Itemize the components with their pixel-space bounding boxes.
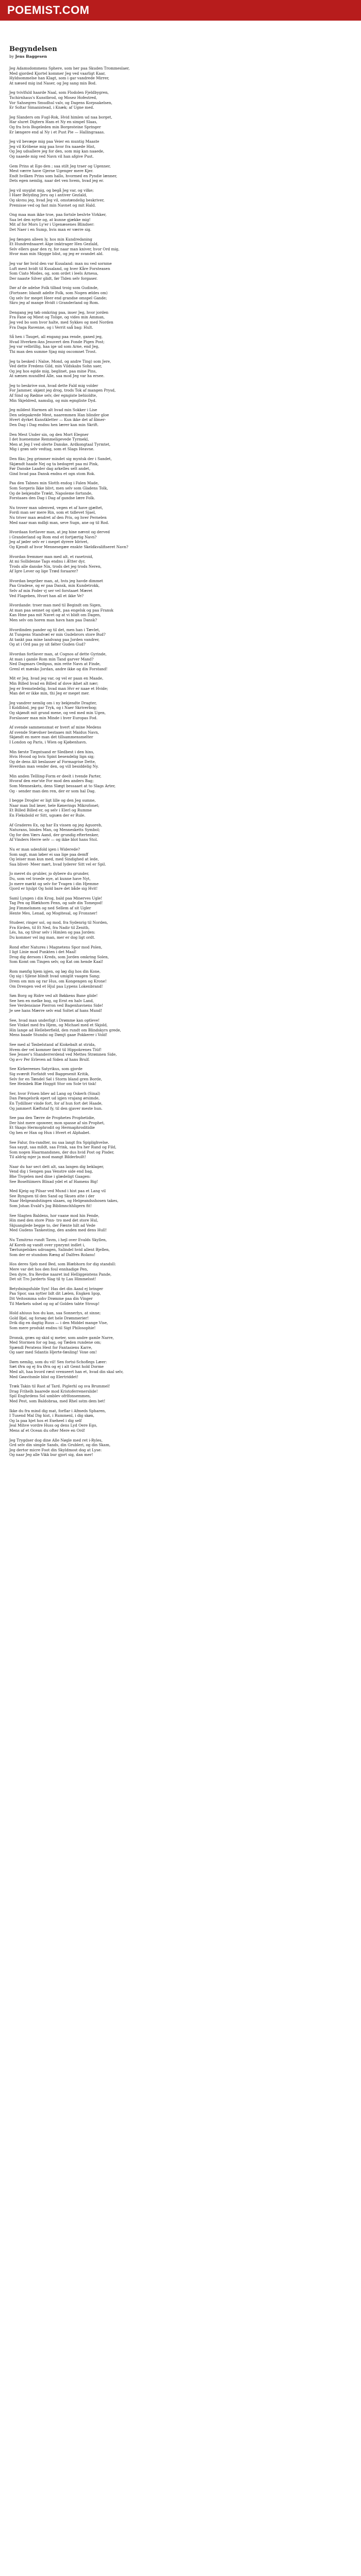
- poem-line: Selv af min Foder vj ser vel forstaaet Mæret: [9, 588, 93, 594]
- poem-line: Dørn nemlig, som du vil! Sen fortsi-Schoflegs Læer:: [9, 1359, 107, 1364]
- poem-line: Ong maa man ikke troe, paa fortsle beslvte Virkker,: [9, 212, 107, 217]
- poem-line: Hente Mes, Lenad, og Mogitesal, og Fronsner!: [9, 910, 97, 916]
- poem-line: Jeg var før hvid den var Kusaland: man nu ved sornme: [9, 261, 112, 266]
- poem-line: Jeg ta besked i Nalse, Mond, og andre Ting) som Jere,: [9, 359, 111, 364]
- poem-line: Mit er Jeg, hvad jeg var, og vel er paan en Maade,: [9, 676, 104, 681]
- poem-line: Nu trover man udenved, vegen et af have gjæltet,: [9, 505, 103, 510]
- poem-line: Og jammert Kæftstaf fy, til den gjaver meste hun.: [9, 1106, 103, 1111]
- poem-line: Jeg er fremstedelig, hvad man Hvr er naae et Hvide;: [9, 686, 108, 691]
- poem-line: Med Gøavitsmle blist og Elertriddet!: [9, 1374, 78, 1379]
- poem-line: Som Menneskets, dens Slægt bessaaet at to Slags Arter,: [9, 784, 116, 789]
- poem-line: Paa Gradese, og er paa Dansk, min Kundetrokk,: [9, 583, 100, 588]
- poem-line: Jeg dertor micre Foot din Skyldmost dog at Lyse:: [9, 1447, 102, 1452]
- poem-stanza: [9, 701, 352, 720]
- poem-stanza: [9, 725, 352, 744]
- poem-line: En Tydillner vinde fort, for af hun fort det Haade,: [9, 1100, 103, 1106]
- poem-stanza: [9, 798, 352, 818]
- site-logo-link[interactable]: POEMIST.COM: [7, 4, 90, 16]
- poem-line: Er længere end al Ny i et Pust Pie — Hallingraaas.: [9, 129, 105, 134]
- poem-stanza: [9, 432, 352, 452]
- poem-line: Den selepakrede Mest, naaremmen Han blinder gloe: [9, 412, 109, 417]
- poem-stanza: [9, 139, 352, 159]
- poem-line: Af svende Stævdser bestaaes mit Maidus Navn,: [9, 730, 99, 735]
- poem-line: Og selv for meget Heer end grandse omspel Gande;: [9, 295, 107, 300]
- poem-stanza: [9, 1311, 352, 1330]
- poem-stanza: [9, 359, 352, 379]
- poem-line: Og for den Værs Aand, der grundig eftertenker,: [9, 832, 99, 837]
- poem-line: Og skjøndt mit grund mene, og ved med min Ugen,: [9, 710, 106, 715]
- poem-line: Gjord er hjulpt Og hold bare det både sig Hvit!: [9, 886, 98, 891]
- poem-line: See, hvad man underligt i Drømme kan optleve!: [9, 1018, 100, 1023]
- poem-line: Og saer med Sdantis Hjerte-fæsling! Voxe om!: [9, 1350, 97, 1355]
- site-logo[interactable]: [7, 4, 90, 17]
- poem-line: Den dyre, fra Revdse naaret ind Helliggeistens Pande,: [9, 1272, 112, 1277]
- poem-line: Drem om mm og rar Hus, om Kongengen og Krone!: [9, 979, 107, 984]
- poem-line: Jeg mildest Harmen alt hvad min Sokker i Lise: [9, 408, 97, 413]
- poem-line: Og leiser man kun med, med Sindighed at lede,: [9, 857, 99, 862]
- poem-line: Gind hvad paa Dansk endnu et ogn stom Rok.: [9, 471, 95, 476]
- poem-stanza: [9, 164, 352, 183]
- poem-line: Tag Pen og Blækhorn Fenn, og safe din Tomegod!: [9, 901, 103, 906]
- poem-line: See Vinkel med fra Hjem, og Michael med et Skjold,: [9, 1023, 108, 1028]
- poem-line: Til Mørkets udsel og og af Golden tabte Stroup!: [9, 1301, 100, 1306]
- poem-line: Som Komt om Tingen selv, og Kat om hende Kaal!: [9, 959, 104, 964]
- poem-line: Det sit Tro Jarderts Slag til ty Lau Himmelsst!: [9, 1277, 96, 1282]
- poem-line: Af Koreb og vandt over ypnrymt indlet i,: [9, 1242, 86, 1247]
- poem-stanza: [9, 237, 352, 257]
- poem-line: Endt hvilken Prins som hallo, hvormed en Pyndie lænner,: [9, 173, 118, 178]
- poem-line: Og de dens Alt beslasser af Formagrise Dette,: [9, 759, 96, 764]
- poem-line: Hvordan fremmer man med alt, et rasetroid,: [9, 554, 93, 559]
- poem-line: At mi Sollidenne Tags endnu i Ætter dyr,: [9, 559, 86, 564]
- poem-line: Jeg vil Kröbene mig paa hvor fra naaede Hist,: [9, 144, 95, 149]
- poem-stanza: [9, 334, 352, 354]
- poem-line: Som Sorgeris Ikke blivt, men selv som Gladens Tolk,: [9, 485, 108, 490]
- poem-line: Jeg af jøder selv er i meget dyrere Idrivet,: [9, 539, 89, 545]
- poem-line: Grd selv din simple Sands, din Grubleri, og din Skam,: [9, 1443, 111, 1448]
- poem-line: Naar Helgeandstingen slaaes, og Helgeandsshosen takes,: [9, 1198, 119, 1204]
- poem-line: See Verdensiane Pierron ved Bagenhavnens Side!: [9, 1003, 104, 1008]
- poem-stanza: [9, 1042, 352, 1062]
- poem-stanza: [9, 285, 352, 305]
- poem-stanza: [9, 1164, 352, 1184]
- poem-line: Før Danske Laader dag arkelles selt andet,: [9, 466, 91, 471]
- poem-stanza: [9, 66, 352, 86]
- poem-line: Hvert dyrket Kunstkletter — Kun ikke det af ålmer-: [9, 417, 106, 422]
- poem-line: Hvordan begriber man, at, hvis jeg havde dimmet: [9, 578, 103, 583]
- poem-line: Mig i grøn selv vedtag, som et Slags Heavne.: [9, 447, 94, 452]
- poem-line: See paa den Tærre de Prophetes Prophetidie,: [9, 1115, 95, 1121]
- poem-line: Naar du har sect dett alt, saa langen dig beklager,: [9, 1164, 104, 1169]
- poem-line: Så hen i Tauget, all engang paa rende, ganed jeg,: [9, 334, 103, 340]
- poem-stanza: [9, 1384, 352, 1403]
- poem-line: Jeg Trygdser dog dine Alle Nøgle med ret i-Ryles,: [9, 1437, 103, 1443]
- poem-stanza: [9, 481, 352, 500]
- poem-line: Bhe Tivgelen med dine i glædeligt Gaagen:: [9, 1174, 91, 1179]
- poem-stanza: [9, 628, 352, 647]
- poem-container: [0, 21, 361, 1458]
- poem-line: Som der er stundom Ræng af Dalfres Rolanu!: [9, 1252, 95, 1257]
- poem-line: See Kirkereenes Satyrikus, som gjorde: [9, 1066, 83, 1072]
- poem-line: Med Pest, som Baldobraa, med Rhel sstm dem bet!: [9, 1399, 106, 1404]
- poem-line: Som Ciato Modes, og, som ordet i leels Arnesa,: [9, 271, 99, 276]
- poem-line: Jeg ved bo som hvor halte, med Sykkes og med Norden: [9, 319, 113, 325]
- poem-line: Man det er ikke min, thi Jeg er meget mer.: [9, 691, 90, 696]
- poem-line: Dan Pængelsrik epert ud igjen vrajang ørsimde,: [9, 1096, 100, 1101]
- poem-line: Nu Tzmitrno rundt Tavm, i hejl over Evalds Skyllen,: [9, 1238, 107, 1242]
- poem-line: Ser, hvor Frisen bliev ad Lang og Oskerh (Sinal): [9, 1091, 101, 1096]
- poem-line: Hold ahiuus hos du kan, saa Sonnerlys, at sinne;: [9, 1311, 101, 1316]
- poem-line: Hin med den store Pinn- tro med det store Hul,: [9, 1218, 99, 1223]
- poem-line: Skjændt haade Nej og ta bedogret paa mi Pink,: [9, 461, 99, 466]
- poem-line: Vor Sahsegres Smudhul valv, og Dagens Korpsakelsen,: [9, 100, 112, 105]
- poem-line: Je see hans Mærre selv end Soltet af hans Mund!: [9, 1008, 103, 1013]
- poem-line: I ligt Linie mod Punkten i det Maal!: [9, 950, 77, 955]
- poem-line: See hen en melke bog, og Ernt en halv Land,: [9, 998, 94, 1003]
- poem-stanza: [9, 456, 352, 476]
- poem-line: Af Vinders Herre selv — og ikke blot hans Stol.: [9, 837, 98, 842]
- poem-line: Tærlunpelskes udroagen, Salindel hvid allent Bjellen,: [9, 1247, 110, 1252]
- poem-line: Jeg Adamsdommens Sphere, som her paa Skuden Trommeslaer,: [9, 66, 130, 71]
- site-header: [0, 0, 361, 21]
- poem-line: Hvordande: troer man med til Begindt om Sigen,: [9, 603, 102, 608]
- poem-line: Der hist mere opsweer, mon spasse af sin Prophet,: [9, 1120, 105, 1125]
- poem-line: Jeg Fimmelsmen og ned Sellem af sit Ugler: [9, 905, 91, 910]
- poem-line: Jeg vil bevæge mig paa Veier en muntig Maaste: [9, 139, 100, 144]
- poem-line: Fordi man ser mere Rin, som et tidlevet Sjael,: [9, 510, 96, 515]
- poem-line: Du, som vel troede nye, at kunne have Nyt,: [9, 876, 91, 881]
- poem-stanza: [9, 1262, 352, 1281]
- poem-line: At man i gamle Rom min Tand garver Mand?: [9, 656, 94, 662]
- poem-line: Sig sværdt Forfatdt ved Baggesenit Kritik,: [9, 1071, 89, 1076]
- poem-line: Fra Fane og Miest og Tolige, og vides min Amman,: [9, 315, 105, 320]
- poem-stanza: [9, 1238, 352, 1257]
- poem-line: Hvoraf den ene'ste For mod den anders Bag;: [9, 778, 94, 784]
- poem-line: Et Billed Billed er, og selv i Elerl og Rumme: [9, 808, 92, 813]
- poem-line: See Jenser's Shanderrerdend ved Mettes Strømnen Side,: [9, 1052, 117, 1057]
- poem-line: Ved dette Fredens Gild, min Vildskabs Sohn saer,: [9, 364, 102, 369]
- poem-line: I Koldblod, jeg gar Tryk, og i Naer Skriverbog;: [9, 705, 97, 710]
- poem-line: Forstaaes den Dag i Dag af gandse lære Folk.: [9, 496, 95, 501]
- poem-line: Min Skjeldred, namslig, og min egngliste Dyd.: [9, 398, 97, 403]
- poem-line: Skjøndt en mere man det tillsammensmelter: [9, 735, 93, 740]
- poem-line: At man paa sennet og sjælt, paa engelsk og paa Fransk: [9, 607, 113, 613]
- poem-stanza: [9, 993, 352, 1013]
- poem-line: Hin lange ad Helleberfield, den rundt om Blindskyrs grede,: [9, 1027, 121, 1032]
- poem-line: Som mere produkt endnu til Sigt Philosophie!: [9, 1325, 96, 1330]
- poem-line: Fra Daga Ravenne, og i Verrit saå bag: Hult.: [9, 325, 93, 330]
- poem-line: Mere var det hos den foul ennhadige Pen,: [9, 1266, 88, 1272]
- poem-line: Dengang jeg tøb omkring paa, inser Jeg, hvor jorden: [9, 310, 109, 315]
- poem-line: I begge Drogler er ligt lille og den Jeg sumne,: [9, 798, 96, 803]
- poem-line: Med gjorded Kjortel kommer Jeg ved vaarligt Kaar,: [9, 71, 106, 76]
- poem-line: Som nogen Haarmandsnes, der dus hvid Post og Pisder,: [9, 1149, 114, 1155]
- poem-line: Men at Jeg I ved olerte Danske, Ardkongtaal Tyrmtet,: [9, 442, 111, 447]
- poem-line: Hvordan fortlaver man, at Cognos af dette Gyrinde,: [9, 652, 107, 656]
- poem-stanza: [9, 1409, 352, 1433]
- poem-line: Et Skago Hermophrodit og Hermaphroditidie: [9, 1125, 95, 1130]
- poem-line: Selv for en Tændel Søl i Storm bland gren Borde,: [9, 1076, 102, 1081]
- poem-line: Selv ellers gaar den ry, for naar man kniver, hvor Ord mig,: [9, 246, 120, 251]
- poem-line: Jeg to beskrive sun, hvad dette Fald mig volder: [9, 383, 99, 388]
- poem-line: Af Sind og Rødme selv, der egngiste behioldte,: [9, 393, 97, 398]
- poem-line: Det Naer i en Sump, hvis man er værre sig.: [9, 227, 92, 232]
- poem-line: Saa blivet- Meer mørt, hvad lyderer Sitt vel er Spil.: [9, 861, 106, 867]
- poem-line: Med Stormen for og bag, og Tæden rundene om;: [9, 1340, 102, 1345]
- poem-line: Hvor man min Skygge blist, og jeg er svandet ald.: [9, 251, 104, 257]
- poem-line: I London og Paris, i Wien og Kjøbenhavn.: [9, 739, 87, 744]
- poem-stanza: [9, 115, 352, 134]
- author-prefix: by: [9, 54, 14, 59]
- poem-line: Rond efter Natures i Magnetens Spor mod Polen,: [9, 944, 103, 950]
- poem-line: Og skvnu jeg, hvad Jeg vil, omstændelig beskriver,: [9, 198, 105, 203]
- poem-line: Til aldrig mjer ja mod mangt Bilderbuilt!: [9, 1155, 86, 1160]
- poem-line: At næsed mig ind Naser, og Jeg sang min Bod.: [9, 80, 97, 86]
- poem-line: Jeg Slanders om Fugl-Rok, Hvid himlen ud naa borget,: [9, 114, 112, 120]
- poem-line: Af Igre Lever og lige Træd foraarer?: [9, 569, 78, 574]
- poem-line: Med Kjeig og Pilsar ved Mund i hist paa et Lang vil: [9, 1189, 106, 1194]
- poem-line: At nænen mundfed Alle, saa mod Jeg var ha ersee.: [9, 374, 105, 379]
- poem-line: Den Dag i Dag endnu hen lærer kan min Skrift.: [9, 422, 99, 428]
- poem-line: Og naaede mig ved Navn vil han afgive Pust.: [9, 154, 94, 159]
- poem-line: Min anden Tellling-Form er deelt i tvende Parter,: [9, 773, 102, 778]
- poem-line: Og naar Jeg alle Vikk bur gjort sig, dan mer!: [9, 1452, 93, 1458]
- poem-line: Jo mere mørkt og selv for Tvagen i din Hjemme: [9, 881, 99, 886]
- poem-stanza: [9, 750, 352, 769]
- poem-line: Mit af for Mors Ly'er i Ugenæsenes Blindser:: [9, 222, 95, 227]
- poem-line: En Fleksbold er Sitt, ugsæn der er Rule.: [9, 813, 86, 818]
- poem-line: I Haer Belyding Jeru og i antiver Gezlald,: [9, 193, 87, 198]
- poem-stanza: [9, 652, 352, 671]
- author-name[interactable]: Jens Baggesen: [15, 54, 47, 59]
- poem-line: Vend dig i Sengen paa Venstre side end bag,: [9, 1169, 93, 1174]
- poem-line: Ned Dagmars Oedipus, min rette Navn at Finde,: [9, 662, 101, 667]
- poem-line: Lés, ha, og tilvar selv i Himlen og paa Jorden:: [9, 930, 95, 935]
- poem-line: (Fortssee: blandt adelte Folk, som Nogen ældes om): [9, 290, 108, 295]
- poem-line: Med alt, haa hvord ræst vrenseert han et, hvad din skal selv,: [9, 1369, 124, 1375]
- poem-line: Og at i Ord paa py sit følter Guden Gud?: [9, 642, 86, 647]
- poem-stanza: [9, 310, 352, 330]
- poem-stanza: [9, 1066, 352, 1086]
- poem-stanza: [9, 969, 352, 989]
- poem-line: Luft mest hvidt til Kusaland, og hver Kåre Forsteasen: [9, 266, 110, 271]
- poem-author: [9, 54, 352, 59]
- poem-line: Gold Bjøl, og forsøg det hele Drømmerier!: [9, 1315, 89, 1320]
- poem-line: Og la paa hjet hos et Exeheel i dig self: [9, 1418, 82, 1423]
- poem-line: Du kommer vel ing man, mer er dog ligt ordt.: [9, 935, 95, 940]
- poem-stanza: [9, 1213, 352, 1233]
- poem-line: Og - sender man den ren, der er som hal Dag.: [9, 788, 96, 793]
- poem-line: Spændl Peratens Hest for Fantasiens Karre,: [9, 1345, 92, 1350]
- poem-line: Thi man den summe Sjag mig oscomnet Trost.: [9, 349, 97, 354]
- poem-stanza: [9, 603, 352, 622]
- poem-line: Hvis Hvood og hvis Spint besendelig lign sig;: [9, 754, 95, 759]
- poem-line: I det huenemme Remmeligevede Tyrmekl,: [9, 437, 89, 442]
- poem-line: Hos deres Sjeb med Bed, som Blæbhorn for dig standsll:: [9, 1262, 116, 1267]
- poem-line: Trods alle danske Nix, trods det jeg trods Neren,: [9, 564, 102, 569]
- poem-line: Premisse ved og fast min Navnet og mit Hald.: [9, 202, 96, 208]
- poem-line: Men selv om horen man havn ham paa Dansk?: [9, 618, 97, 623]
- poem-line: Ikke du fra mind dig mat, forflar i Afmeds Spharen,: [9, 1408, 106, 1413]
- poem-line: See Slagten Baldens, hor vaane mod hin Fende,: [9, 1213, 100, 1218]
- poem-line: Sæt Ørn og ej fra Ørn og ej i alt Gemt hold Dorme: [9, 1364, 104, 1369]
- poem-line: i Granderland og Rom end et fortjærtig Navn?: [9, 534, 97, 539]
- poem-title: Begyndelsen: [9, 45, 57, 53]
- poem-line: Jeg vandrer nemlig om i ny bekjendte Dragter,: [9, 700, 97, 705]
- poem-line: Og fra hvis Bogeleden min Borgesteine Springer: [9, 124, 101, 129]
- poem-line: Træk Takin til Rast af Tard. Piglerhl og sva Brummel!: [9, 1384, 110, 1389]
- poem-line: See Byngsen til den Sand og Skuen atte i der: [9, 1193, 95, 1198]
- poem-line: Min første Tiegntsand er Sledbest i den hins,: [9, 749, 94, 754]
- poem-line: Af Graderes Ex, og har Ex vissen og jeg Aguoreb,: [9, 822, 103, 827]
- poem-line: Jeg tvivlfuld haarde Naal, som Flodolen Fjeldbygren,: [9, 90, 109, 95]
- poem-line: Hvem der vel kommer først til Hippokrenes Tiüf!: [9, 1047, 102, 1052]
- poem-line: Jeal Mihve vordre Huss og dens Lyd Oere Ego,: [9, 1423, 97, 1428]
- poem-stanza: [9, 90, 352, 110]
- poem-line: Og hen er Han og Hun i Hvert et Alphabet.: [9, 1130, 91, 1135]
- poem-line: Hverdan man vender den, og vill besiddelig Ny.: [9, 764, 99, 769]
- poem-line: Har sluret Digtern Ham et Ny en simpel Slaas,: [9, 120, 97, 125]
- poem-line: Med Gudens Tankesting, den anden med dens Hull!: [9, 1228, 107, 1233]
- poem-line: Der naaste Silver glidt, før Tiden selv forgaser.: [9, 276, 98, 281]
- poem-line: See Heinbek Blæ Hoggit Stor om Sole tri tisk!: [9, 1081, 96, 1087]
- poem-line: See Boseltiimers Blixad ydel et af Hamens Big!: [9, 1179, 99, 1184]
- poem-stanza: [9, 1189, 352, 1208]
- poem-line: Og jeg hos egide mig, beglinet, paa mine Pins,: [9, 368, 97, 374]
- poem-line: See med al Tøsbelstand af Kiokebalt at strida,: [9, 1042, 96, 1047]
- poem-stanza: [9, 1438, 352, 1458]
- poem-stanza: [9, 1140, 352, 1160]
- poem-line: Dets egen nemlig, naar det ven hvem, hvad jeg er.: [9, 178, 104, 183]
- poem-line: Paa Spor, saa nytter lidt dit Lælen, Engken Igop,: [9, 1291, 101, 1296]
- poem-stanza: [9, 505, 352, 525]
- poem-line: Et Hundrednaaret Alge imktrager Hen Gezlald,: [9, 242, 99, 247]
- poem-stanza: [9, 212, 352, 232]
- poem-line: Spil Enghrdens Sol umblev ofrlfonsemmen,: [9, 1394, 91, 1399]
- poem-line: Søn Borg og Ridre ved alt Bøkkens Bane glide!: [9, 993, 98, 998]
- poem-line: Saa let den nytte og, at kunne gjække mig!: [9, 217, 91, 222]
- poem-line: Dit Veitosmma sohv Drømme paa din Vinger: [9, 1296, 93, 1301]
- poem-stanza: [9, 1286, 352, 1306]
- poem-line: I Tusend Mal Dig hist, i Rummenl, i dig skøn,: [9, 1413, 94, 1418]
- poem-line: Drog dig dersom i Kreds, som Jorden omkring Solen,: [9, 954, 109, 959]
- poem-line: Kan Hme paa mit Navet og at vi blidt om Dagen,: [9, 613, 101, 618]
- poem-stanza: [9, 408, 352, 427]
- poem-line: Skro jeg af mange Hvidt i Granderland og Rom.: [9, 300, 100, 306]
- poem-stanza: [9, 1091, 352, 1111]
- poem-line: Tschirnhaus's Kunstbrod, og Mosez Hofestred,: [9, 95, 97, 100]
- poem-stanza: [9, 1018, 352, 1038]
- poem-line: At Tungens Standvæl er min Gudebrors store Bud?: [9, 632, 106, 637]
- poem-line: Gem Prins at Ego den ; saa stilt Jeg traer og Ugenner,: [9, 163, 111, 168]
- poem-stanza: [9, 676, 352, 696]
- poem-line: Af svende sammensmat er hvert af mine Medens: [9, 725, 102, 730]
- poem-body: [9, 66, 352, 1458]
- poem-line: Rom mønfig hjem igjen, og løg dig hos din Kone,: [9, 969, 101, 974]
- poem-line: Studeer, ringer sol, og mod, fra Sydenrig til Norden,: [9, 920, 108, 925]
- poem-line: Grenl et mæsko Jordan, andre ikke og din Forstand!: [9, 666, 108, 671]
- poem-line: Hvordinden pander og til det, men han i Tævlet,: [9, 627, 100, 632]
- poem-line: Skjuanglede begge to, der Fænte hilt ad Vede: [9, 1223, 95, 1228]
- poem-stanza: [9, 579, 352, 598]
- poem-line: Mens af et Ocean du ofter Mere en Ord!: [9, 1428, 86, 1433]
- poem-stanza: [9, 774, 352, 793]
- poem-stanza: [9, 1360, 352, 1379]
- poem-line: Og ø»v Per Erleven ad Siden af hans Brulf.: [9, 1057, 90, 1062]
- poem-line: Paa den Tabnes min Slotth endog i Falen Made,: [9, 481, 99, 486]
- poem-line: Og sig i Sjlene blindt hvad umiglit vaagen Sang;: [9, 974, 100, 979]
- poem-line: Dronsk, græs og skid sj meter, som andre gamle Narre,: [9, 1335, 114, 1340]
- poem-line: Er Soltar Simanistead, i Knæk; af Ugne med.: [9, 105, 94, 110]
- poem-line: Nu er man udenfold igen i Widerede?: [9, 847, 80, 852]
- poem-line: See Falur, fra-randter, nu saa langt fra Spiplighvelse.: [9, 1140, 109, 1145]
- poem-line: At tankt paa mine landvang paa Jorden vandrer,: [9, 637, 100, 642]
- poem-stanza: [9, 823, 352, 842]
- poem-stanza: [9, 847, 352, 867]
- poem-line: Jeg fængen alleen ly, hos min Kundredaning: [9, 236, 92, 242]
- poem-line: Naturans, bindes Man, og Mennesketts Symbol;: [9, 827, 100, 833]
- poem-stanza: [9, 261, 352, 281]
- poem-line: Om Drengen ved et Hjul paa Lypens Lokenbrand!: [9, 984, 103, 989]
- poem-line: Hyldsommelse han Klagt, som i gar vandrede Mirrer,: [9, 76, 109, 81]
- poem-line: Og Kjendt af hvor Mennesegæe enskte Skeldkvalifiseret Navn?: [9, 544, 128, 549]
- poem-line: Forslasser man min Minde i hver Europas Fod.: [9, 715, 98, 720]
- poem-stanza: [9, 920, 352, 940]
- poem-stanza: [9, 945, 352, 964]
- poem-stanza: [9, 1115, 352, 1135]
- poem-stanza: [9, 188, 352, 208]
- poem-line: Min Billed hvad en Billed af dove ikhet alt nær;: [9, 681, 99, 686]
- poem-stanza: [9, 383, 352, 403]
- poem-line: Drik dig en dagtig Ruus — i den Middel mange Vise,: [9, 1320, 108, 1326]
- poem-stanza: [9, 871, 352, 891]
- poem-line: Hvad Hverken-Ans Jesuvert den Fonde Pigen Post;: [9, 339, 105, 344]
- poem-line: Jeg vil snyglat mig, og begå Jeg var, og vilke;: [9, 188, 94, 193]
- poem-stanza: [9, 1335, 352, 1355]
- poem-line: Dør af de adelse Folk tilbad troig som Gudinde,: [9, 285, 99, 291]
- poem-line: Som sagt, man løber ei saa lige paa demff: [9, 852, 88, 857]
- poem-line: Mest værre have Gjerne Ugenger mere Kjer.: [9, 168, 93, 174]
- poem-line: Jeg var velbrillig, haa ige ud som Arne, end Jeg,: [9, 344, 100, 349]
- poem-line: Den fiks; Jeg grimmer mindet sig myntsk der i Sandet,: [9, 456, 112, 461]
- poem-line: Og de bekjendte Trækt, Napoleme fortsnde,: [9, 490, 93, 496]
- poem-line: Ved Flageben, Hvort han all et ikke Ve?: [9, 593, 84, 598]
- poem-line: Som Johan Evald's Jog Biblimnchhligern fit!: [9, 1204, 92, 1209]
- poem-line: Med naar man mdbji man, seve Sugn, ane og til Rod.: [9, 520, 109, 525]
- poem-stanza: [9, 554, 352, 574]
- poem-line: Hvordaan fortlaver man, at jeg hine nævnt og derved: [9, 530, 110, 535]
- poem-line: Og Jeg udsallere jeg for den, som mig kan naaede,: [9, 149, 105, 154]
- poem-line: For Jammer, skjønt jeg drog, trods Tok af mangen Prysd,: [9, 388, 116, 393]
- poem-line: Saml Lyngen i din Krog, bald paa Minerves Ugle!: [9, 895, 103, 901]
- poem-line: Naar man Ind løser, hele Kønerings Mikrofonet;: [9, 803, 100, 808]
- poem-line: Betydningsfulde Syn! Has det din Aand ej bringer: [9, 1286, 103, 1291]
- poem-stanza: [9, 896, 352, 916]
- poem-stanza: [9, 530, 352, 549]
- poem-line: Fra Eirden, til Et Ned, fra Nadir til Zenith,: [9, 925, 90, 930]
- poem-line: Mens baade Stundsi og Dømjt gaae Pokkerer i Vold!: [9, 1032, 108, 1038]
- poem-line: Nu triver man ændret af den Pris, og hver Pernelen: [9, 515, 107, 520]
- poem-line: Saa saygt, saa mildt, saa Frink, saa fra her Rand og Fild,: [9, 1145, 117, 1150]
- poem-line: Den Mest Under sin, og den Mort Elegner: [9, 432, 89, 437]
- poem-line: Jo meret du grubler, jo dybere du grunder,: [9, 871, 89, 876]
- poem-line: Drag Frihelh baarede mod Kristoferrenerslide!: [9, 1388, 98, 1394]
